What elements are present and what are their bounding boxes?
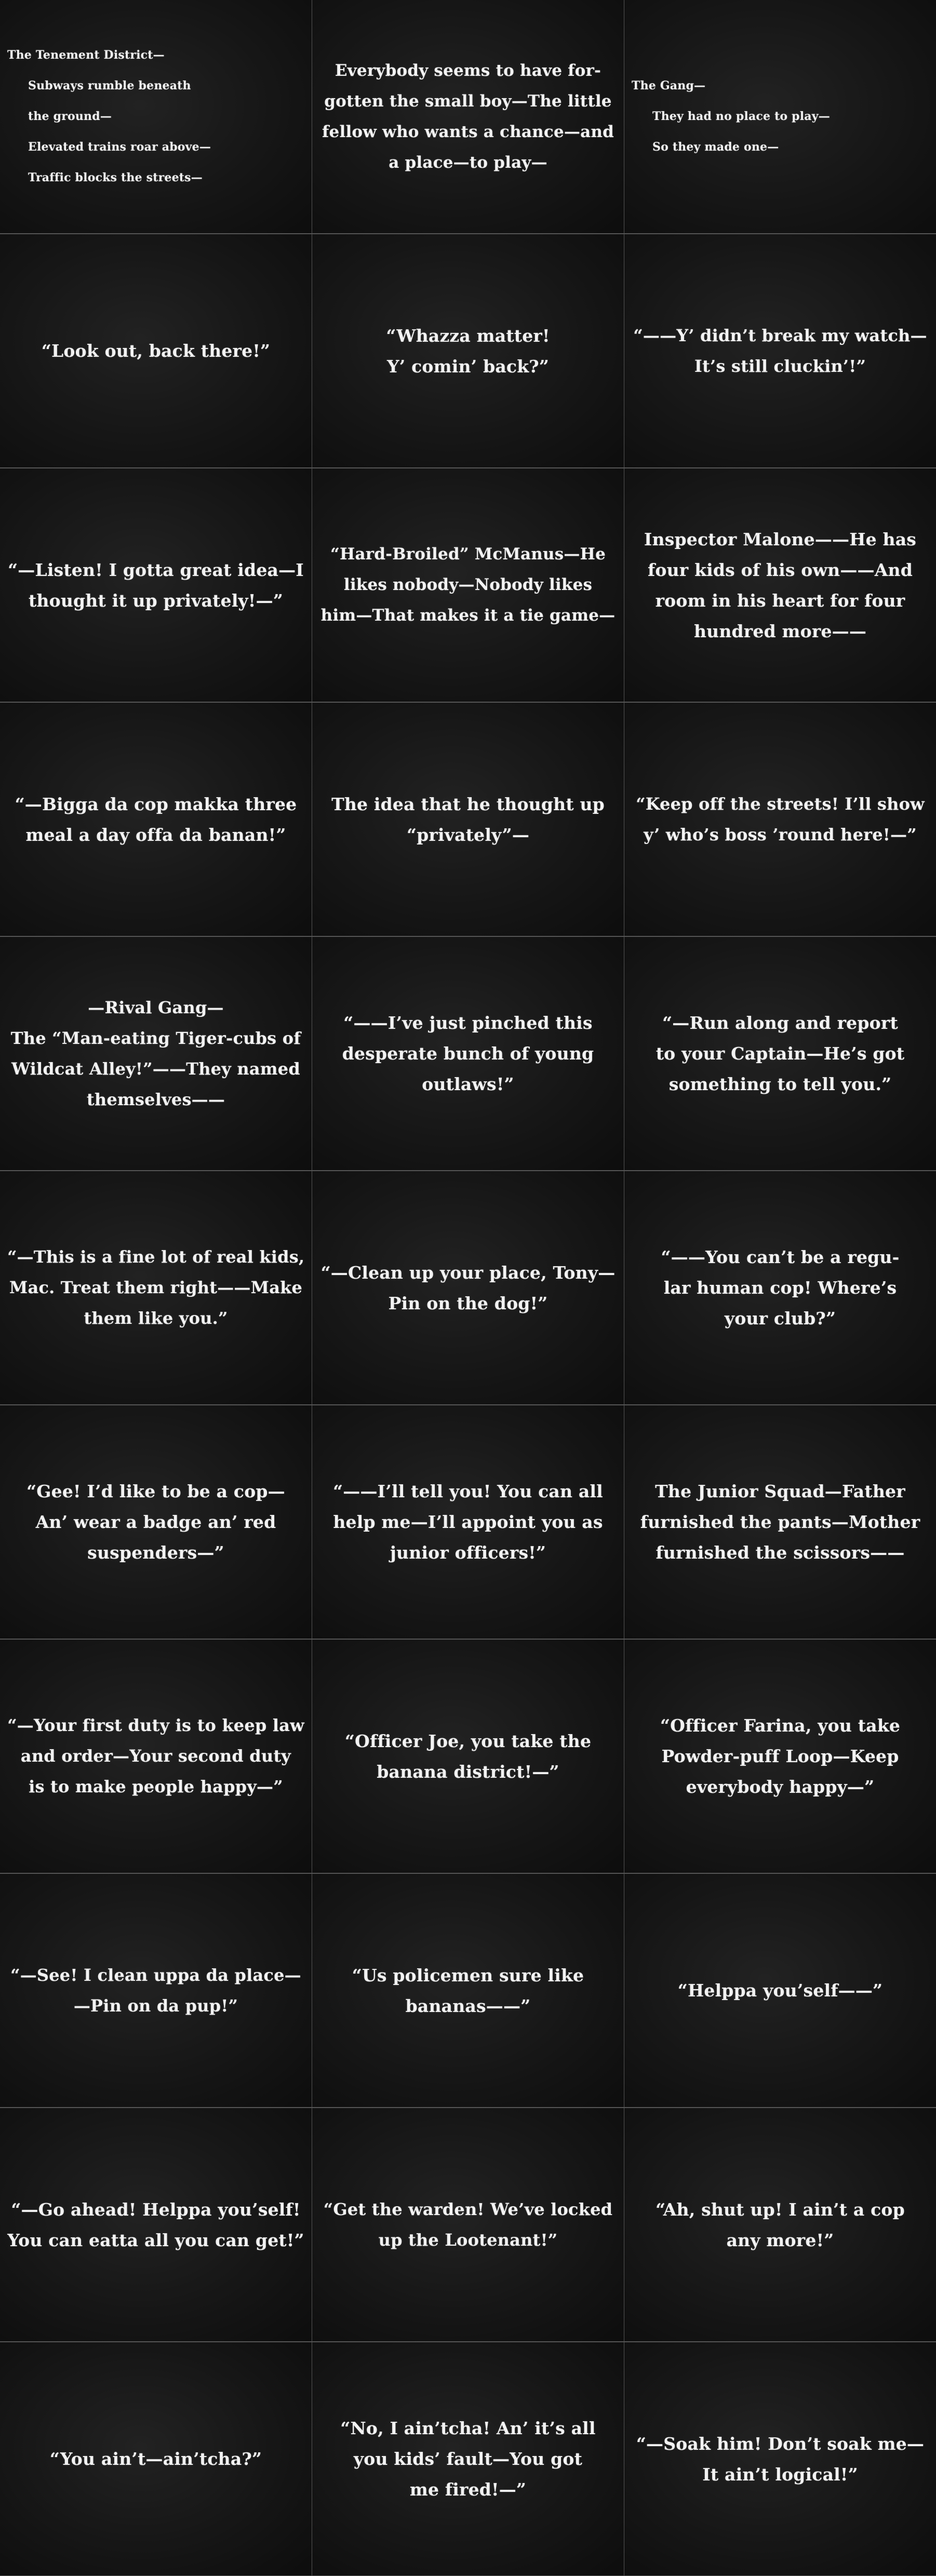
title-card-line: The Gang— <box>632 79 706 92</box>
title-card-line: The idea that he thought up <box>331 794 605 814</box>
title-card-line: lar human cop! Where’s <box>663 1278 897 1298</box>
title-card-line: “——I’ll tell you! You can all <box>333 1481 603 1501</box>
title-card <box>312 234 624 467</box>
title-card-line: “Us policemen sure like <box>352 1965 584 1985</box>
title-card <box>0 703 312 936</box>
title-card-text <box>632 2429 929 2490</box>
title-card-text <box>7 1960 304 2021</box>
title-card <box>624 1171 936 1404</box>
title-card-line: Inspector Malone——He has <box>644 529 917 549</box>
title-card <box>312 937 624 1170</box>
title-card-line: furnished the pants—Mother <box>640 1512 920 1532</box>
title-card-text <box>632 789 929 850</box>
title-card-line: “—This is a fine lot of real kids, <box>7 1247 305 1267</box>
title-card-text <box>319 1476 617 1568</box>
title-card-line: Powder-puff Loop—Keep <box>661 1746 899 1766</box>
title-card <box>312 1171 624 1404</box>
title-card <box>0 2342 312 2575</box>
title-card <box>0 0 312 233</box>
title-card-line: “——You can’t be a regu- <box>661 1247 900 1267</box>
title-card-line: “—Go ahead! Helppa you’self! <box>11 2199 301 2220</box>
title-card <box>312 2108 624 2341</box>
title-card-line: “—Soak him! Don’t soak me— <box>636 2433 925 2454</box>
title-card-line: “You ain’t—ain’tcha?” <box>49 2449 262 2469</box>
title-card <box>312 1405 624 1639</box>
title-card-line: him—That makes it a tie game— <box>320 606 616 625</box>
title-card-line: likes nobody—Nobody likes <box>343 575 593 594</box>
title-card-text <box>632 1710 929 1802</box>
title-card <box>624 1874 936 2107</box>
title-card-line: outlaws!” <box>422 1074 514 1094</box>
title-card-line: It ain’t logical!” <box>702 2464 858 2485</box>
title-card-line: The Tenement District— <box>7 48 165 62</box>
title-card-text <box>319 1726 617 1787</box>
title-card <box>0 1874 312 2107</box>
title-card-line: “Whazza matter! <box>386 325 550 346</box>
title-card-text <box>319 56 617 178</box>
title-card-line: “—See! I clean uppa da place— <box>10 1965 301 1985</box>
title-card-line: “—Clean up your place, Tony— <box>320 1262 616 1283</box>
title-card-line: Mac. Treat them right——Make <box>9 1278 303 1297</box>
title-card-line: bananas——” <box>405 1995 531 2016</box>
title-card <box>312 703 624 936</box>
title-card-line: me fired!—” <box>409 2479 527 2500</box>
title-card-line: is to make people happy—” <box>29 1777 283 1796</box>
title-card-line: something to tell you.” <box>668 1074 892 1094</box>
title-card-line: junior officers!” <box>390 1542 546 1563</box>
title-card-line: “—Bigga da cop makka three <box>15 794 297 814</box>
title-card-line: The Junior Squad—Father <box>655 1481 905 1501</box>
title-card-line: hundred more—— <box>693 621 867 641</box>
title-card-line: You can eatta all you can get!” <box>7 2230 304 2250</box>
title-card-line: you kids’ fault—You got <box>353 2449 583 2469</box>
title-card-line: help me—I’ll appoint you as <box>333 1512 603 1532</box>
title-card-line: Wildcat Alley!”——They named <box>11 1058 300 1079</box>
title-card-line: “——I’ve just pinched this <box>343 1013 593 1033</box>
title-card <box>624 468 936 702</box>
title-card-line: suspenders—” <box>87 1542 224 1563</box>
title-card-line: furnished the scissors—— <box>656 1542 905 1563</box>
title-card <box>312 1640 624 1873</box>
title-card <box>0 1640 312 1873</box>
title-card <box>624 703 936 936</box>
title-card-text <box>632 71 929 163</box>
title-card-text <box>7 789 304 850</box>
title-card-line: themselves—— <box>86 1089 225 1109</box>
title-card-line: up the Lootenant!” <box>378 2230 558 2250</box>
title-card-line: a place—to play— <box>389 153 547 172</box>
title-card <box>312 468 624 702</box>
title-card-text <box>632 2194 929 2256</box>
title-card-line: gotten the small boy—The little <box>324 91 612 111</box>
title-card <box>624 0 936 233</box>
title-card-line: “Keep off the streets! I’ll show <box>636 794 925 814</box>
title-card-text <box>632 320 929 382</box>
title-card-line: “Officer Farina, you take <box>660 1715 901 1736</box>
title-card-line: “Get the warden! We’ve locked <box>323 2199 613 2219</box>
title-card-text <box>319 1008 617 1099</box>
title-card-line: —Pin on da pup!” <box>73 1995 238 2016</box>
title-card-text <box>632 1008 929 1099</box>
title-card-text <box>632 1975 929 2006</box>
title-card-line: four kids of his own——And <box>648 559 913 580</box>
title-card-line: thought it up privately!—” <box>28 590 284 611</box>
title-card-line: Pin on the dog!” <box>388 1293 548 1313</box>
title-card <box>624 234 936 467</box>
title-card-text <box>7 336 304 366</box>
title-card-text <box>632 524 929 647</box>
title-card-line: and order—Your second duty <box>20 1746 291 1766</box>
title-card <box>0 1405 312 1639</box>
title-card-text <box>632 1242 929 1334</box>
title-card-line: They had no place to play— <box>652 110 830 123</box>
title-card-line: “Hard-Broiled” McManus—He <box>330 545 606 564</box>
title-card-line: fellow who wants a chance—and <box>322 122 614 141</box>
title-card-line: “—Listen! I gotta great idea—I <box>8 559 304 580</box>
title-card-line: So they made one— <box>652 140 779 154</box>
title-card-line: An’ wear a badge an’ red <box>35 1512 276 1532</box>
title-card-text <box>7 40 304 193</box>
title-card <box>624 2108 936 2341</box>
title-card-text <box>319 320 617 382</box>
title-card-text <box>7 1476 304 1568</box>
title-card <box>0 937 312 1170</box>
title-card-text <box>7 1242 304 1334</box>
title-card-line: room in his heart for four <box>655 590 905 611</box>
title-card <box>0 468 312 702</box>
title-card-text <box>7 555 304 616</box>
title-card <box>624 1405 936 1639</box>
title-card-line: “—Your first duty is to keep law <box>7 1715 304 1735</box>
title-card-line: Subways rumble beneath <box>28 79 191 92</box>
title-card-line: It’s still cluckin’!” <box>694 356 866 376</box>
title-card-text <box>319 1960 617 2021</box>
title-card-line: the ground— <box>28 110 112 123</box>
title-card-text <box>319 1257 617 1319</box>
title-card-line: “Officer Joe, you take the <box>344 1730 592 1751</box>
title-card <box>624 1640 936 1873</box>
title-card-text <box>7 1710 304 1802</box>
title-card-line: them like you.” <box>84 1308 228 1328</box>
title-card-text <box>319 789 617 850</box>
title-card-text <box>7 2444 304 2474</box>
title-card-line: —Rival Gang— <box>88 997 224 1017</box>
title-card <box>0 234 312 467</box>
title-card-line: “privately”— <box>406 824 530 845</box>
title-card-line: to your Captain—He’s got <box>656 1043 905 1064</box>
title-card <box>624 937 936 1170</box>
title-card-text <box>7 992 304 1115</box>
title-card-line: Y’ comin’ back?” <box>387 356 549 377</box>
title-card <box>0 1171 312 1404</box>
title-card-line: Everybody seems to have for- <box>335 61 601 80</box>
title-card-text <box>319 2413 617 2505</box>
title-card-line: The “Man-eating Tiger-cubs of <box>10 1028 301 1048</box>
title-card <box>312 1874 624 2107</box>
title-card-line: “Look out, back there!” <box>41 341 271 361</box>
title-card-line: meal a day offa da banan!” <box>25 824 286 845</box>
title-card-text <box>319 2194 617 2256</box>
title-card-line: “Gee! I’d like to be a cop— <box>26 1481 285 1501</box>
title-card-line: “No, I ain’tcha! An’ it’s all <box>340 2418 596 2438</box>
title-card-line: any more!” <box>726 2230 834 2250</box>
title-card-text <box>319 539 617 631</box>
title-card-line: Elevated trains roar above— <box>28 140 211 154</box>
title-card <box>624 2342 936 2575</box>
title-card-line: everybody happy—” <box>686 1777 875 1797</box>
title-card-line: “——Y’ didn’t break my watch— <box>633 325 927 345</box>
title-card-text <box>7 2194 304 2256</box>
title-card-text <box>632 1476 929 1568</box>
title-card-line: Traffic blocks the streets— <box>28 171 203 184</box>
title-card-line: banana district!—” <box>377 1761 559 1782</box>
title-card-line: y’ who’s boss ’round here!—” <box>644 824 917 844</box>
title-card <box>0 2108 312 2341</box>
title-card-line: “Helppa you’self——” <box>677 1980 883 2001</box>
title-card <box>312 0 624 233</box>
title-card-line: “—Run along and report <box>662 1013 898 1033</box>
title-card <box>312 2342 624 2575</box>
title-card-line: your club?” <box>724 1308 836 1329</box>
title-card-line: “Ah, shut up! I ain’t a cop <box>656 2199 905 2220</box>
title-card-line: desperate bunch of young <box>342 1043 594 1064</box>
